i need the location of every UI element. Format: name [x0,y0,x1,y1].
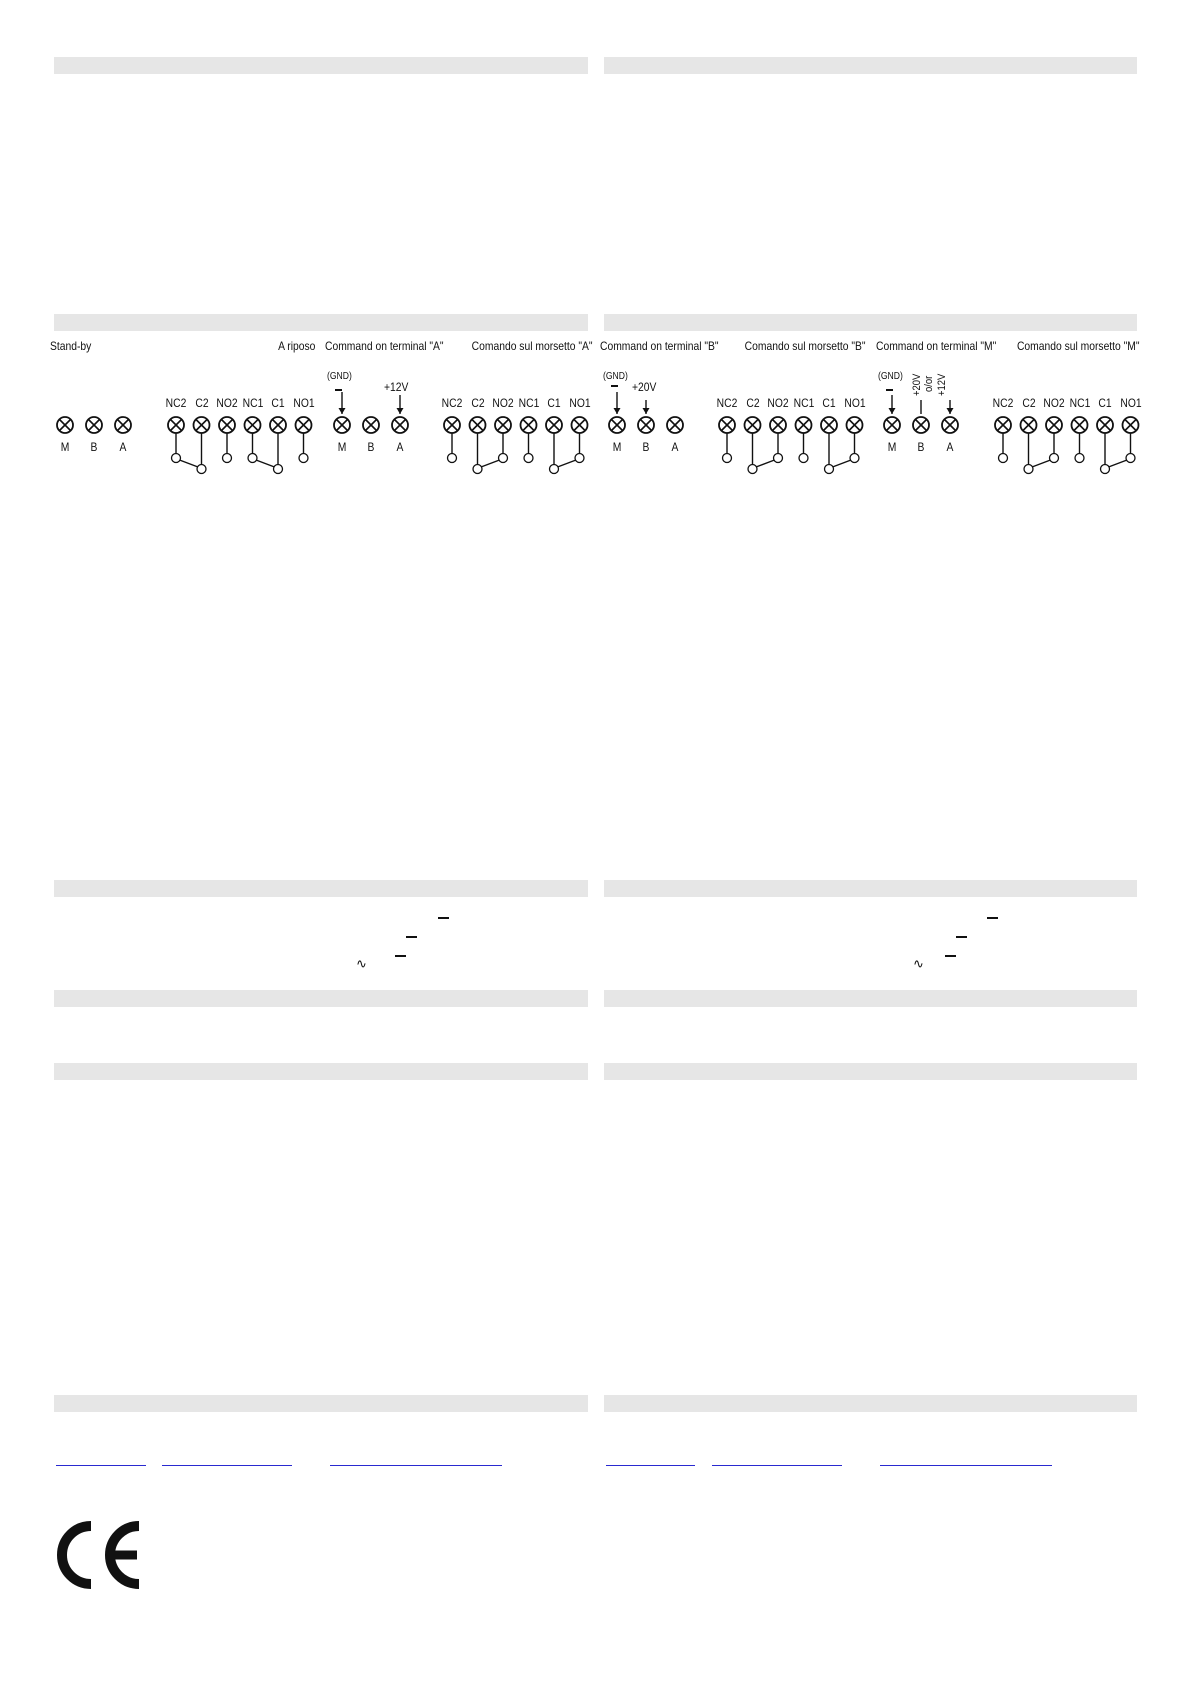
input-terminal-a-cmd-a [392,417,408,433]
relay-switch-1-cmd-m [1109,460,1128,467]
relay-caption-nc1-cmd-a: NC1 [518,396,539,410]
input-caption-b-standby: B [90,440,98,454]
relay-caption-no2-cmd-m: NO2 [1043,396,1065,410]
section-bar-5-right [604,1063,1137,1080]
input-terminal-m-standby [57,417,73,433]
relay-terminal-nc1-cmd-b [796,417,812,433]
label-command-b: Command on terminal "B" [600,339,719,353]
relay-terminal-c1-cmd-b [821,417,837,433]
relay-caption-no2-standby: NO2 [216,396,238,410]
relay-contact-2-cmd-m [1050,454,1059,463]
relay-contact-2-cmd-b [774,454,783,463]
relay-contact-2-standby [223,454,232,463]
input-caption-m-cmd-m: M [887,440,897,454]
relay-terminal-no2-cmd-m [1046,417,1062,433]
input-terminal-a-standby [115,417,131,433]
relay-terminal-no2-cmd-a [495,417,511,433]
relay-terminal-c2-cmd-b [745,417,761,433]
relay-contact-5-cmd-b [850,454,859,463]
relay-caption-c1-cmd-m: C1 [1098,396,1112,410]
relay-contact-5-standby [299,454,308,463]
input-terminal-b-cmd-m [913,417,929,433]
input-terminal-b-cmd-a [363,417,379,433]
relay-caption-c2-cmd-a: C2 [470,396,485,410]
input-terminal-m-cmd-m [884,417,900,433]
relay-terminal-nc2-cmd-a [444,417,460,433]
relay-terminal-nc2-cmd-b [719,417,735,433]
input-caption-m-cmd-a: M [337,440,347,454]
section-bar-5-left [54,1063,588,1080]
relay-caption-nc2-cmd-a: NC2 [441,396,463,410]
relay-caption-nc1-cmd-b: NC1 [793,396,814,410]
ac-symbol-left: ∿ [356,956,367,971]
input-terminal-a-cmd-b [667,417,683,433]
relay-terminal-c2-cmd-m [1021,417,1037,433]
relay-caption-no1-cmd-a: NO1 [568,396,591,410]
relay-terminal-no2-cmd-b [770,417,786,433]
gnd-arrow-a-head [339,408,346,414]
relay-caption-no1-standby: NO1 [292,396,315,410]
relay-caption-no2-cmd-a: NO2 [492,396,514,410]
relay-contact-4-cmd-b [825,465,834,474]
relay-caption-no1-cmd-m: NO1 [1119,396,1142,410]
input-terminal-b-standby [86,417,102,433]
relay-contact-5-cmd-m [1126,454,1135,463]
link-right-2[interactable] [712,1464,842,1466]
relay-caption-no1-cmd-b: NO1 [843,396,866,410]
relay-contact-3-cmd-a [524,454,533,463]
link-right-1[interactable] [606,1464,695,1466]
relay-contact-0-cmd-m [999,454,1008,463]
section-bar-6-left [54,1395,588,1412]
relay-caption-c2-cmd-m: C2 [1021,396,1036,410]
section-bar-3-right [604,880,1137,897]
dc-symbol-left-2 [406,936,417,938]
gnd-arrow-m-head [889,408,896,414]
plus20-label-b: +20V [632,380,657,394]
input-terminal-m-cmd-a [334,417,350,433]
relay-switch-0-cmd-a [481,460,500,467]
relay-contact-4-standby [274,465,283,474]
input-terminal-b-cmd-b [638,417,654,433]
label-a-riposo: A riposo [277,339,315,353]
relay-terminal-nc2-cmd-m [995,417,1011,433]
relay-terminal-nc2-standby [168,417,184,433]
label-comando-a: Comando sul morsetto "A" [472,339,593,353]
relay-switch-0-cmd-m [1032,460,1051,467]
relay-caption-c2-cmd-b: C2 [745,396,760,410]
section-bar-4-left [54,990,588,1007]
input-caption-a-standby: A [119,440,127,454]
input-terminal-m-cmd-b [609,417,625,433]
relay-caption-c2-standby: C2 [194,396,209,410]
relay-contact-1-cmd-m [1024,465,1033,474]
relay-terminal-c2-standby [194,417,210,433]
gnd-label-b: (GND) [603,371,628,382]
link-right-3[interactable] [880,1464,1052,1466]
relay-switch-1-cmd-b [833,460,852,467]
plus12-arrow-m-head [947,408,954,414]
plus12-label-m: +12V [936,373,948,396]
gnd-label-m: (GND) [878,371,903,382]
relay-caption-c1-standby: C1 [271,396,285,410]
plus20-label-m: +20V [911,373,923,396]
relay-caption-no2-cmd-b: NO2 [767,396,789,410]
label-standby: Stand-by [50,339,92,353]
relay-contact-1-cmd-b [748,465,757,474]
section-bar-6-right [604,1395,1137,1412]
label-comando-b: Comando sul morsetto "B" [745,339,866,353]
relay-terminal-no2-standby [219,417,235,433]
relay-terminal-c1-standby [270,417,286,433]
plus20-arrow-b-head [643,408,650,414]
relay-contact-0-cmd-b [723,454,732,463]
relay-contact-1-cmd-a [473,465,482,474]
input-caption-m-cmd-b: M [612,440,622,454]
o-or-label-m: o/or [923,375,935,392]
input-caption-b-cmd-m: B [917,440,925,454]
relay-switch-1-cmd-a [558,460,577,467]
relay-terminal-no1-cmd-b [847,417,863,433]
relay-switch-0-standby [180,460,199,467]
label-comando-m: Comando sul morsetto "M" [1017,339,1140,353]
relay-terminal-nc1-cmd-m [1072,417,1088,433]
relay-caption-nc2-cmd-m: NC2 [992,396,1014,410]
input-caption-a-cmd-a: A [396,440,404,454]
dc-symbol-right-1 [987,917,998,919]
relay-switch-0-cmd-b [756,460,775,467]
input-caption-a-cmd-b: A [671,440,679,454]
relay-caption-nc2-cmd-b: NC2 [716,396,738,410]
link-left-3[interactable] [330,1464,502,1466]
relay-contact-3-cmd-b [799,454,808,463]
relay-terminal-no1-cmd-m [1123,417,1139,433]
relay-caption-nc2-standby: NC2 [165,396,187,410]
relay-caption-nc1-standby: NC1 [242,396,263,410]
plus12-label-a: +12V [384,380,409,394]
input-caption-a-cmd-m: A [946,440,954,454]
gnd-arrow-b-head [614,408,621,414]
relay-contact-0-standby [172,454,181,463]
relay-terminal-c1-cmd-a [546,417,562,433]
input-caption-m-standby: M [60,440,70,454]
relay-terminal-c2-cmd-a [470,417,486,433]
relay-terminal-no1-cmd-a [572,417,588,433]
relay-contact-3-standby [248,454,257,463]
relay-contact-2-cmd-a [499,454,508,463]
section-bar-3-left [54,880,588,897]
input-terminal-a-cmd-m [942,417,958,433]
relay-contact-4-cmd-a [550,465,559,474]
input-caption-b-cmd-b: B [642,440,650,454]
relay-terminal-nc1-cmd-a [521,417,537,433]
relay-contact-5-cmd-a [575,454,584,463]
relay-caption-c1-cmd-a: C1 [547,396,561,410]
dc-symbol-left-3 [395,955,406,957]
relay-contact-1-standby [197,465,206,474]
wiring-diagram [0,0,1191,480]
relay-caption-nc1-cmd-m: NC1 [1069,396,1090,410]
plus12-arrow-a-head [397,408,404,414]
relay-contact-3-cmd-m [1075,454,1084,463]
label-command-a: Command on terminal "A" [325,339,444,353]
input-caption-b-cmd-a: B [367,440,375,454]
relay-contact-0-cmd-a [448,454,457,463]
dc-symbol-left-1 [438,917,449,919]
relay-terminal-c1-cmd-m [1097,417,1113,433]
gnd-label-a: (GND) [327,371,352,382]
relay-terminal-nc1-standby [245,417,261,433]
section-bar-4-right [604,990,1137,1007]
dc-symbol-right-2 [956,936,967,938]
ac-symbol-right: ∿ [913,956,924,971]
relay-switch-1-standby [256,460,275,467]
ce-logo [55,1520,145,1590]
relay-contact-4-cmd-m [1101,465,1110,474]
link-left-1[interactable] [56,1464,146,1466]
dc-symbol-right-3 [945,955,956,957]
relay-terminal-no1-standby [296,417,312,433]
relay-caption-c1-cmd-b: C1 [822,396,836,410]
link-left-2[interactable] [162,1464,292,1466]
label-command-m: Command on terminal "M" [876,339,997,353]
